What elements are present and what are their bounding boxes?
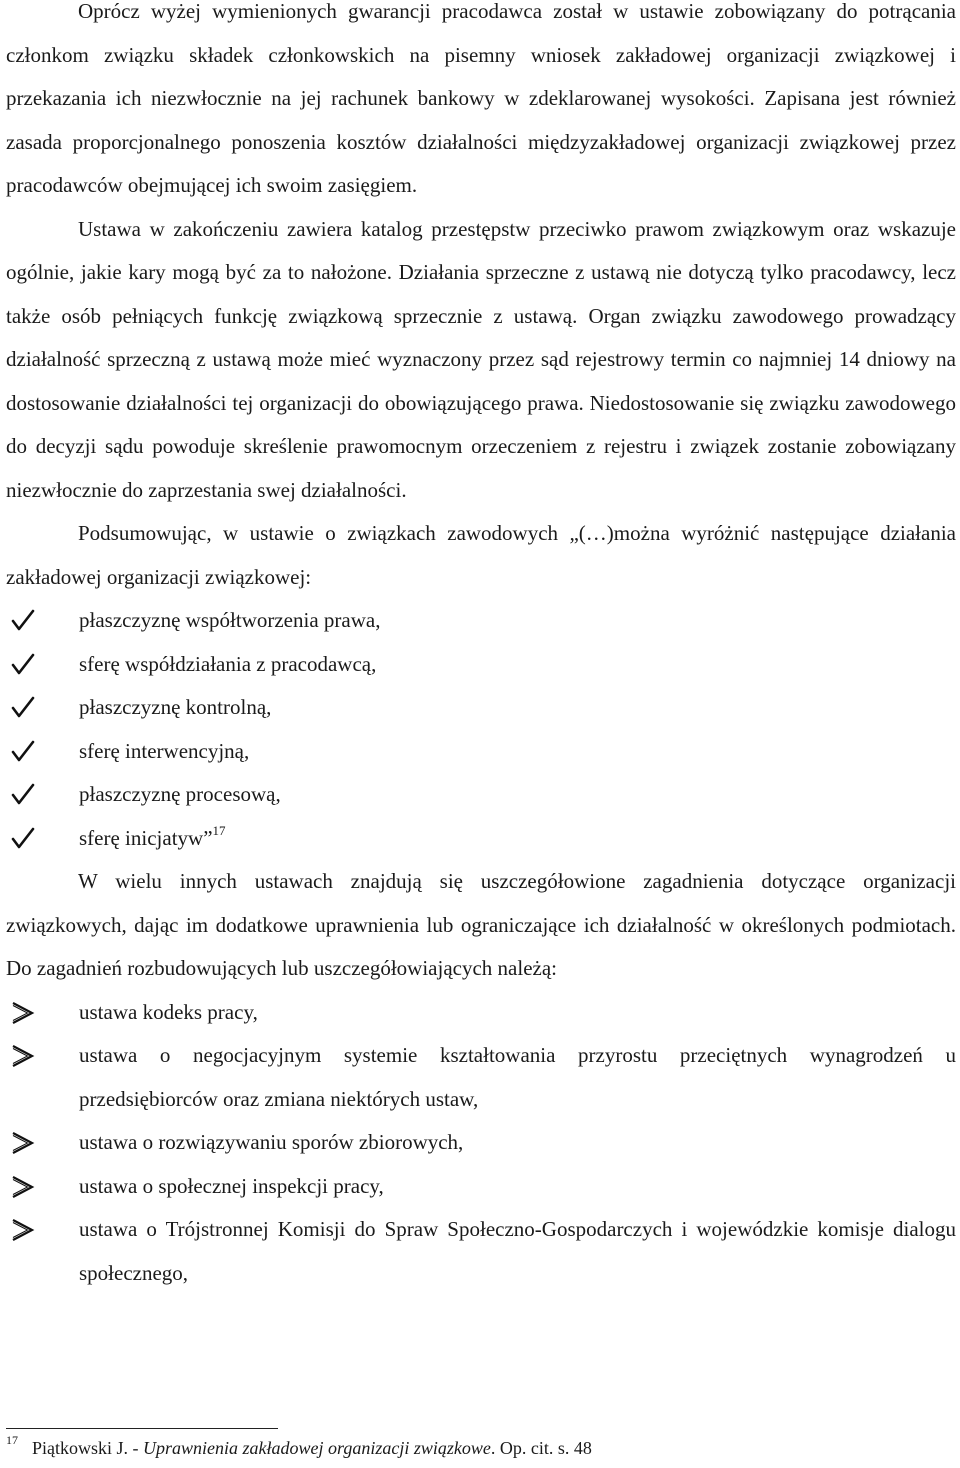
paragraph-offences: Ustawa w zakończeniu zawiera katalog przestępstw przeciwko prawom związkowym oraz wskazuje ogólnie, jakie kary mogą być za to nałożone. Działania sprzeczne z ustawą nie dotyczą tylko pracodawcy, lecz także osób pełniących funkcję związkową sprzecznie z ustawą. Organ związku zawodowego prowadzący działalność sprzeczną z ustawą może mieć wyznaczony przez sąd rejestrowy termin co najmniej 14 dniowy na dostosowanie działalności tej organizacji do obowiązującego prawa. Niedostosowanie się związku zawodowego do decyzji sądu powoduje skreślenie prawomocnym orzeczeniem z rejestru i związek zostanie zobowiązany niezwłocznie do zaprzestania swej działalności.: [6, 216, 956, 502]
list-item: [6, 1034, 956, 1121]
list-item: [6, 1165, 956, 1209]
list-item: [6, 1208, 956, 1295]
checkmark-icon: [10, 773, 36, 816]
list-item-text: ustawa o społecznej inspekcji pracy,: [79, 1173, 384, 1198]
footnote: [6, 1433, 592, 1460]
list-item-text: ustawa kodeks pracy,: [79, 999, 258, 1024]
list-item-text: ustawa o Trójstronnej Komisji do Spraw Społeczno-Gospodarczych i wojewódzkie komisje dialogu społecznego,: [79, 1217, 956, 1285]
list-item-text: ustawa o negocjacyjnym systemie kształtowania przyrostu przeciętnych wynagrodzeń u przedsiębiorców oraz zmiana niektórych ustaw,: [79, 1043, 956, 1111]
list-item: [6, 643, 956, 687]
arrowhead-bullet-icon: [10, 1121, 36, 1164]
list-item-text: sferę współdziałania z pracodawcą,: [79, 651, 377, 676]
footnote-title: Uprawnienia zakładowej organizacji związkowe: [143, 1438, 491, 1458]
arrowhead-bullet-icon: [10, 1165, 36, 1208]
arrowhead-bullet-icon: [10, 991, 36, 1034]
checkmark-icon: [10, 817, 36, 860]
list-item: [6, 730, 956, 774]
list-item: [6, 817, 956, 861]
list-item: [6, 991, 956, 1035]
checkmark-icon: [10, 643, 36, 686]
list-item-text: ustawa o rozwiązywaniu sporów zbiorowych,: [79, 1130, 464, 1154]
arrowhead-bullet-icon: [10, 1034, 36, 1077]
arrowhead-bullet-icon: [10, 1208, 36, 1251]
footnote-reference: 17: [212, 822, 226, 838]
footnote-number: 17: [6, 1433, 18, 1447]
arrow-list: [6, 991, 956, 1296]
paragraph-guarantees: Oprócz wyżej wymienionych gwarancji pracodawca został w ustawie zobowiązany do potrącania członkom związku składek członkowskich na pisemny wniosek zakładowej organizacji związkowej i przekazania ich niezwłocznie na jej rachunek bankowy w zdeklarowanej wysokości. Zapisana jest również zasada proporcjonalnego ponoszenia kosztów działalności międzyzakładowej organizacji związkowej przez pracodawców obejmującej ich swoim zasięgiem.: [6, 0, 956, 197]
check-list: [6, 599, 956, 860]
checkmark-icon: [10, 686, 36, 729]
list-item-text: sferę interwencyjną,: [79, 738, 250, 763]
list-item: [6, 773, 956, 817]
list-item-text: sferę inicjatyw”: [79, 825, 213, 850]
checkmark-icon: [10, 599, 36, 642]
list-item: [6, 1121, 956, 1165]
list-item-text: płaszczyznę kontrolną,: [79, 695, 272, 719]
footnote-citation: . Op. cit. s. 48: [490, 1438, 592, 1458]
list-item: [6, 599, 956, 643]
footnote-separator: [6, 1428, 278, 1429]
list-item-text: płaszczyznę współtworzenia prawa,: [79, 608, 381, 632]
paragraph-other-acts: W wielu innych ustawach znajdują się uszczegółowione zagadnienia dotyczące organizacji związkowych, dając im dodatkowe uprawnienia lub ograniczające ich działalność w określonych podmiotach. Do zagadnień rozbudowujących lub uszczegółowiających należą:: [6, 869, 956, 980]
footnote-author: Piątkowski J. -: [32, 1438, 144, 1458]
document-page: [6, 0, 956, 1295]
paragraph-summary: Podsumowując, w ustawie o związkach zawodowych „(…)można wyróżnić następujące działania zakładowej organizacji związkowej:: [6, 521, 956, 589]
checkmark-icon: [10, 730, 36, 773]
list-item-text: płaszczyznę procesową,: [79, 782, 281, 806]
list-item: [6, 686, 956, 730]
